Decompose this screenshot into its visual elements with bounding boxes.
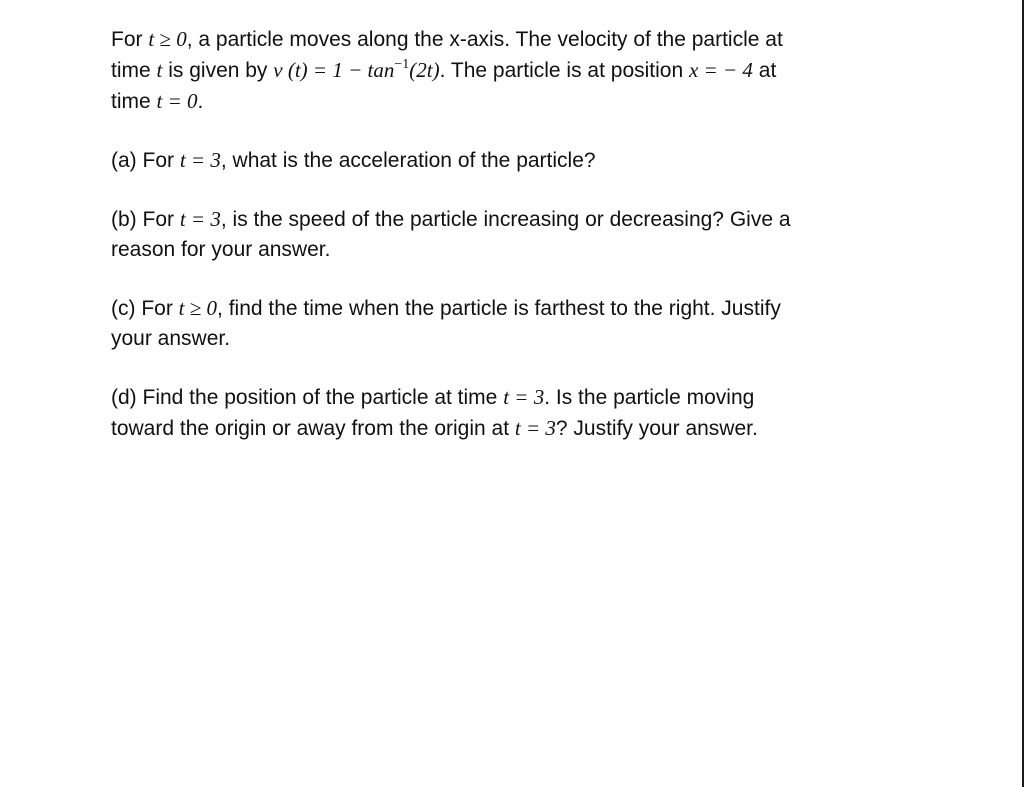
part-d-text-1: . Is the particle moving [544, 386, 755, 409]
part-d [111, 382, 911, 444]
intro-for: For [111, 28, 143, 51]
part-b-label: (b) For [111, 208, 174, 231]
intro-time-word: time [111, 59, 151, 82]
problem-text [111, 24, 911, 472]
part-b-text-1: , is the speed of the particle increasing or decreasing? Give a [220, 208, 791, 231]
part-c [111, 293, 911, 354]
intro-at-word: at [758, 59, 777, 82]
part-b-text-2: reason for your answer. [111, 238, 331, 261]
velocity-function-lhs: v (t) = 1 − tan [273, 58, 395, 82]
intro-position-text: . The particle is at position [439, 59, 684, 82]
initial-position-eq: x = − 4 [689, 58, 753, 82]
intro-moves-text: , a particle moves along the x-axis. The velocity of the particle at [186, 28, 783, 51]
velocity-function-exponent: −1 [394, 57, 410, 72]
part-d-condition: t = 3 [503, 385, 545, 409]
intro-var-t: t [156, 58, 163, 82]
part-c-condition: t ≥ 0 [178, 296, 218, 320]
part-d-text-2: toward the origin or away from the origin at [111, 417, 510, 440]
part-c-label: (c) For [111, 297, 173, 320]
intro-time-word-2: time [111, 90, 151, 113]
intro-t-zero: t = 0 [156, 89, 198, 113]
part-a [111, 145, 911, 176]
intro-period: . [197, 90, 204, 113]
intro-paragraph [111, 24, 911, 117]
intro-given-text: is given by [168, 59, 268, 82]
part-d-label: (d) Find the position of the particle at time [111, 386, 498, 409]
part-a-text: , what is the acceleration of the particle? [220, 149, 596, 172]
part-a-label: (a) For [111, 149, 174, 172]
part-b-condition: t = 3 [179, 207, 221, 231]
part-a-condition: t = 3 [179, 148, 221, 172]
part-b [111, 204, 911, 265]
part-c-text-1: , find the time when the particle is farthest to the right. Justify [217, 297, 781, 320]
intro-condition: t ≥ 0 [148, 27, 187, 51]
part-d-condition-2: t = 3 [514, 416, 556, 440]
velocity-function-arg: (2t) [409, 58, 440, 82]
part-c-text-2: your answer. [111, 327, 231, 350]
part-d-text-3: ? Justify your answer. [555, 417, 758, 440]
